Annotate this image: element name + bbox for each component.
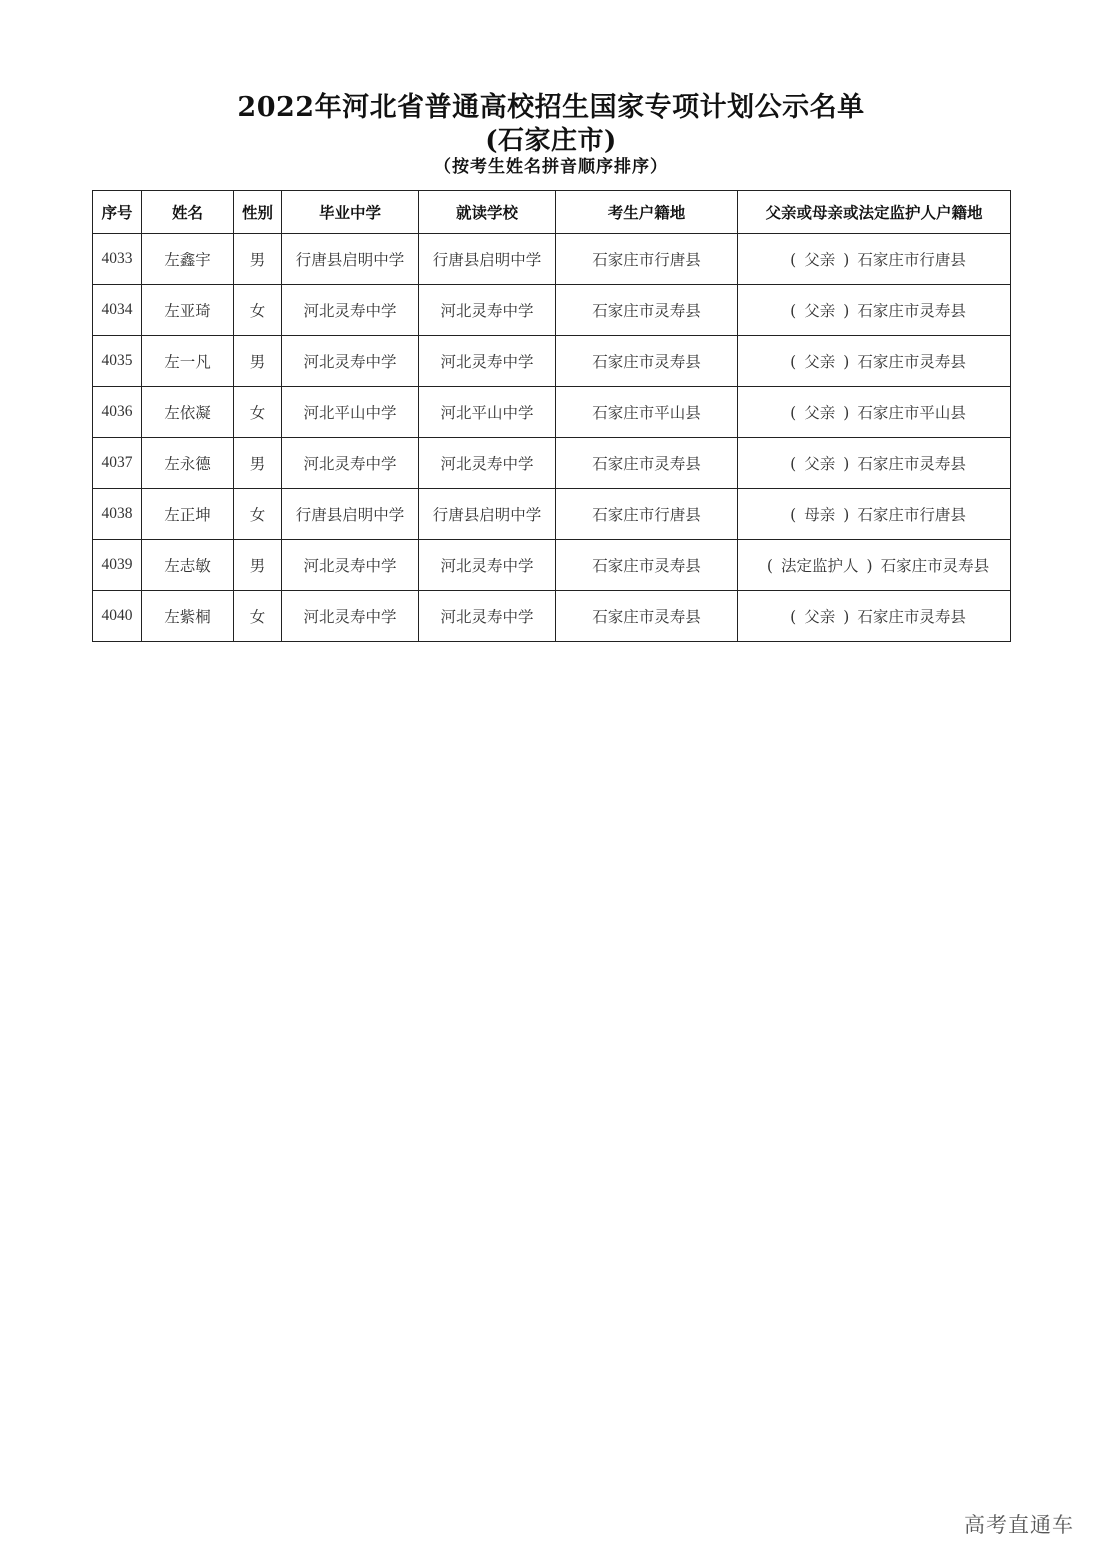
guardian-relation: 父亲	[804, 353, 836, 371]
header-hukou: 考生户籍地	[556, 191, 738, 234]
cell-guardian-hukou	[738, 591, 1011, 642]
open-paren: (	[790, 608, 797, 626]
cell-grad-school: 河北灵寿中学	[282, 438, 419, 489]
cell-gender: 男	[234, 234, 282, 285]
open-paren: (	[766, 557, 773, 575]
table-row	[93, 285, 1011, 336]
open-paren: (	[790, 506, 797, 524]
close-paren: )	[843, 608, 850, 626]
cell-seq: 4036	[93, 387, 142, 438]
cell-hukou: 石家庄市灵寿县	[556, 438, 738, 489]
cell-seq: 4034	[93, 285, 142, 336]
cell-seq: 4039	[93, 540, 142, 591]
guardian-relation: 法定监护人	[780, 557, 859, 575]
guardian-relation: 父亲	[804, 608, 836, 626]
guardian-place: 石家庄市灵寿县	[857, 302, 966, 320]
close-paren: )	[843, 404, 850, 422]
cell-gender: 女	[234, 489, 282, 540]
roster-table	[92, 190, 1011, 642]
cell-name: 左正坤	[142, 489, 234, 540]
guardian-relation: 父亲	[804, 302, 836, 320]
cell-hukou: 石家庄市灵寿县	[556, 591, 738, 642]
cell-seq: 4037	[93, 438, 142, 489]
cell-guardian-hukou	[738, 387, 1011, 438]
cell-grad-school: 河北灵寿中学	[282, 540, 419, 591]
cell-guardian-hukou	[738, 438, 1011, 489]
guardian-relation: 父亲	[804, 404, 836, 422]
cell-attend-school: 河北平山中学	[419, 387, 556, 438]
table-row	[93, 387, 1011, 438]
cell-attend-school: 河北灵寿中学	[419, 285, 556, 336]
table-row	[93, 234, 1011, 285]
cell-name: 左永德	[142, 438, 234, 489]
guardian-place: 石家庄市平山县	[857, 404, 966, 422]
cell-guardian-hukou	[738, 540, 1011, 591]
guardian-place: 石家庄市灵寿县	[857, 455, 966, 473]
table-header-row	[93, 191, 1011, 234]
cell-grad-school: 河北平山中学	[282, 387, 419, 438]
table-row	[93, 336, 1011, 387]
cell-gender: 男	[234, 540, 282, 591]
cell-name: 左鑫宇	[142, 234, 234, 285]
cell-guardian-hukou	[738, 489, 1011, 540]
cell-attend-school: 河北灵寿中学	[419, 336, 556, 387]
guardian-relation: 父亲	[804, 455, 836, 473]
header-grad-school: 毕业中学	[282, 191, 419, 234]
cell-seq: 4035	[93, 336, 142, 387]
close-paren: )	[843, 251, 850, 269]
cell-gender: 女	[234, 591, 282, 642]
cell-grad-school: 河北灵寿中学	[282, 285, 419, 336]
cell-gender: 女	[234, 387, 282, 438]
cell-seq: 4040	[93, 591, 142, 642]
cell-seq: 4038	[93, 489, 142, 540]
guardian-relation: 母亲	[804, 506, 836, 524]
cell-name: 左依凝	[142, 387, 234, 438]
header-guardian-hukou: 父亲或母亲或法定监护人户籍地	[738, 191, 1011, 234]
cell-grad-school: 行唐县启明中学	[282, 234, 419, 285]
cell-grad-school: 河北灵寿中学	[282, 336, 419, 387]
cell-name: 左紫桐	[142, 591, 234, 642]
table-row	[93, 591, 1011, 642]
cell-hukou: 石家庄市平山县	[556, 387, 738, 438]
cell-attend-school: 行唐县启明中学	[419, 489, 556, 540]
table-row	[93, 438, 1011, 489]
close-paren: )	[843, 506, 850, 524]
cell-grad-school: 河北灵寿中学	[282, 591, 419, 642]
close-paren: )	[843, 353, 850, 371]
header-attend-school: 就读学校	[419, 191, 556, 234]
guardian-place: 石家庄市行唐县	[857, 506, 966, 524]
cell-attend-school: 河北灵寿中学	[419, 540, 556, 591]
guardian-place: 石家庄市灵寿县	[857, 608, 966, 626]
watermark: 高考直通车	[964, 1513, 1074, 1537]
guardian-relation: 父亲	[804, 251, 836, 269]
cell-grad-school: 行唐县启明中学	[282, 489, 419, 540]
cell-name: 左亚琦	[142, 285, 234, 336]
header-seq: 序号	[93, 191, 142, 234]
guardian-place: 石家庄市行唐县	[857, 251, 966, 269]
close-paren: )	[843, 455, 850, 473]
close-paren: )	[866, 557, 873, 575]
cell-gender: 男	[234, 336, 282, 387]
cell-attend-school: 行唐县启明中学	[419, 234, 556, 285]
table-row	[93, 540, 1011, 591]
cell-hukou: 石家庄市行唐县	[556, 489, 738, 540]
cell-attend-school: 河北灵寿中学	[419, 591, 556, 642]
cell-hukou: 石家庄市行唐县	[556, 234, 738, 285]
cell-hukou: 石家庄市灵寿县	[556, 336, 738, 387]
cell-attend-school: 河北灵寿中学	[419, 438, 556, 489]
open-paren: (	[790, 353, 797, 371]
cell-seq: 4033	[93, 234, 142, 285]
cell-gender: 男	[234, 438, 282, 489]
cell-gender: 女	[234, 285, 282, 336]
document-title: 2022年河北省普通高校招生国家专项计划公示名单	[237, 92, 865, 123]
cell-guardian-hukou	[738, 336, 1011, 387]
cell-guardian-hukou	[738, 234, 1011, 285]
cell-name: 左志敏	[142, 540, 234, 591]
open-paren: (	[790, 302, 797, 320]
cell-name: 左一凡	[142, 336, 234, 387]
open-paren: (	[790, 251, 797, 269]
header-gender: 性别	[234, 191, 282, 234]
guardian-place: 石家庄市灵寿县	[880, 557, 990, 575]
table-row	[93, 489, 1011, 540]
document-subtitle: (石家庄市)	[485, 126, 617, 156]
cell-hukou: 石家庄市灵寿县	[556, 540, 738, 591]
guardian-place: 石家庄市灵寿县	[857, 353, 966, 371]
open-paren: (	[790, 455, 797, 473]
header-name: 姓名	[142, 191, 234, 234]
open-paren: (	[790, 404, 797, 422]
cell-hukou: 石家庄市灵寿县	[556, 285, 738, 336]
table-body	[93, 234, 1011, 642]
sort-note: （按考生姓名拼音顺序排序）	[434, 157, 668, 177]
close-paren: )	[843, 302, 850, 320]
cell-guardian-hukou	[738, 285, 1011, 336]
